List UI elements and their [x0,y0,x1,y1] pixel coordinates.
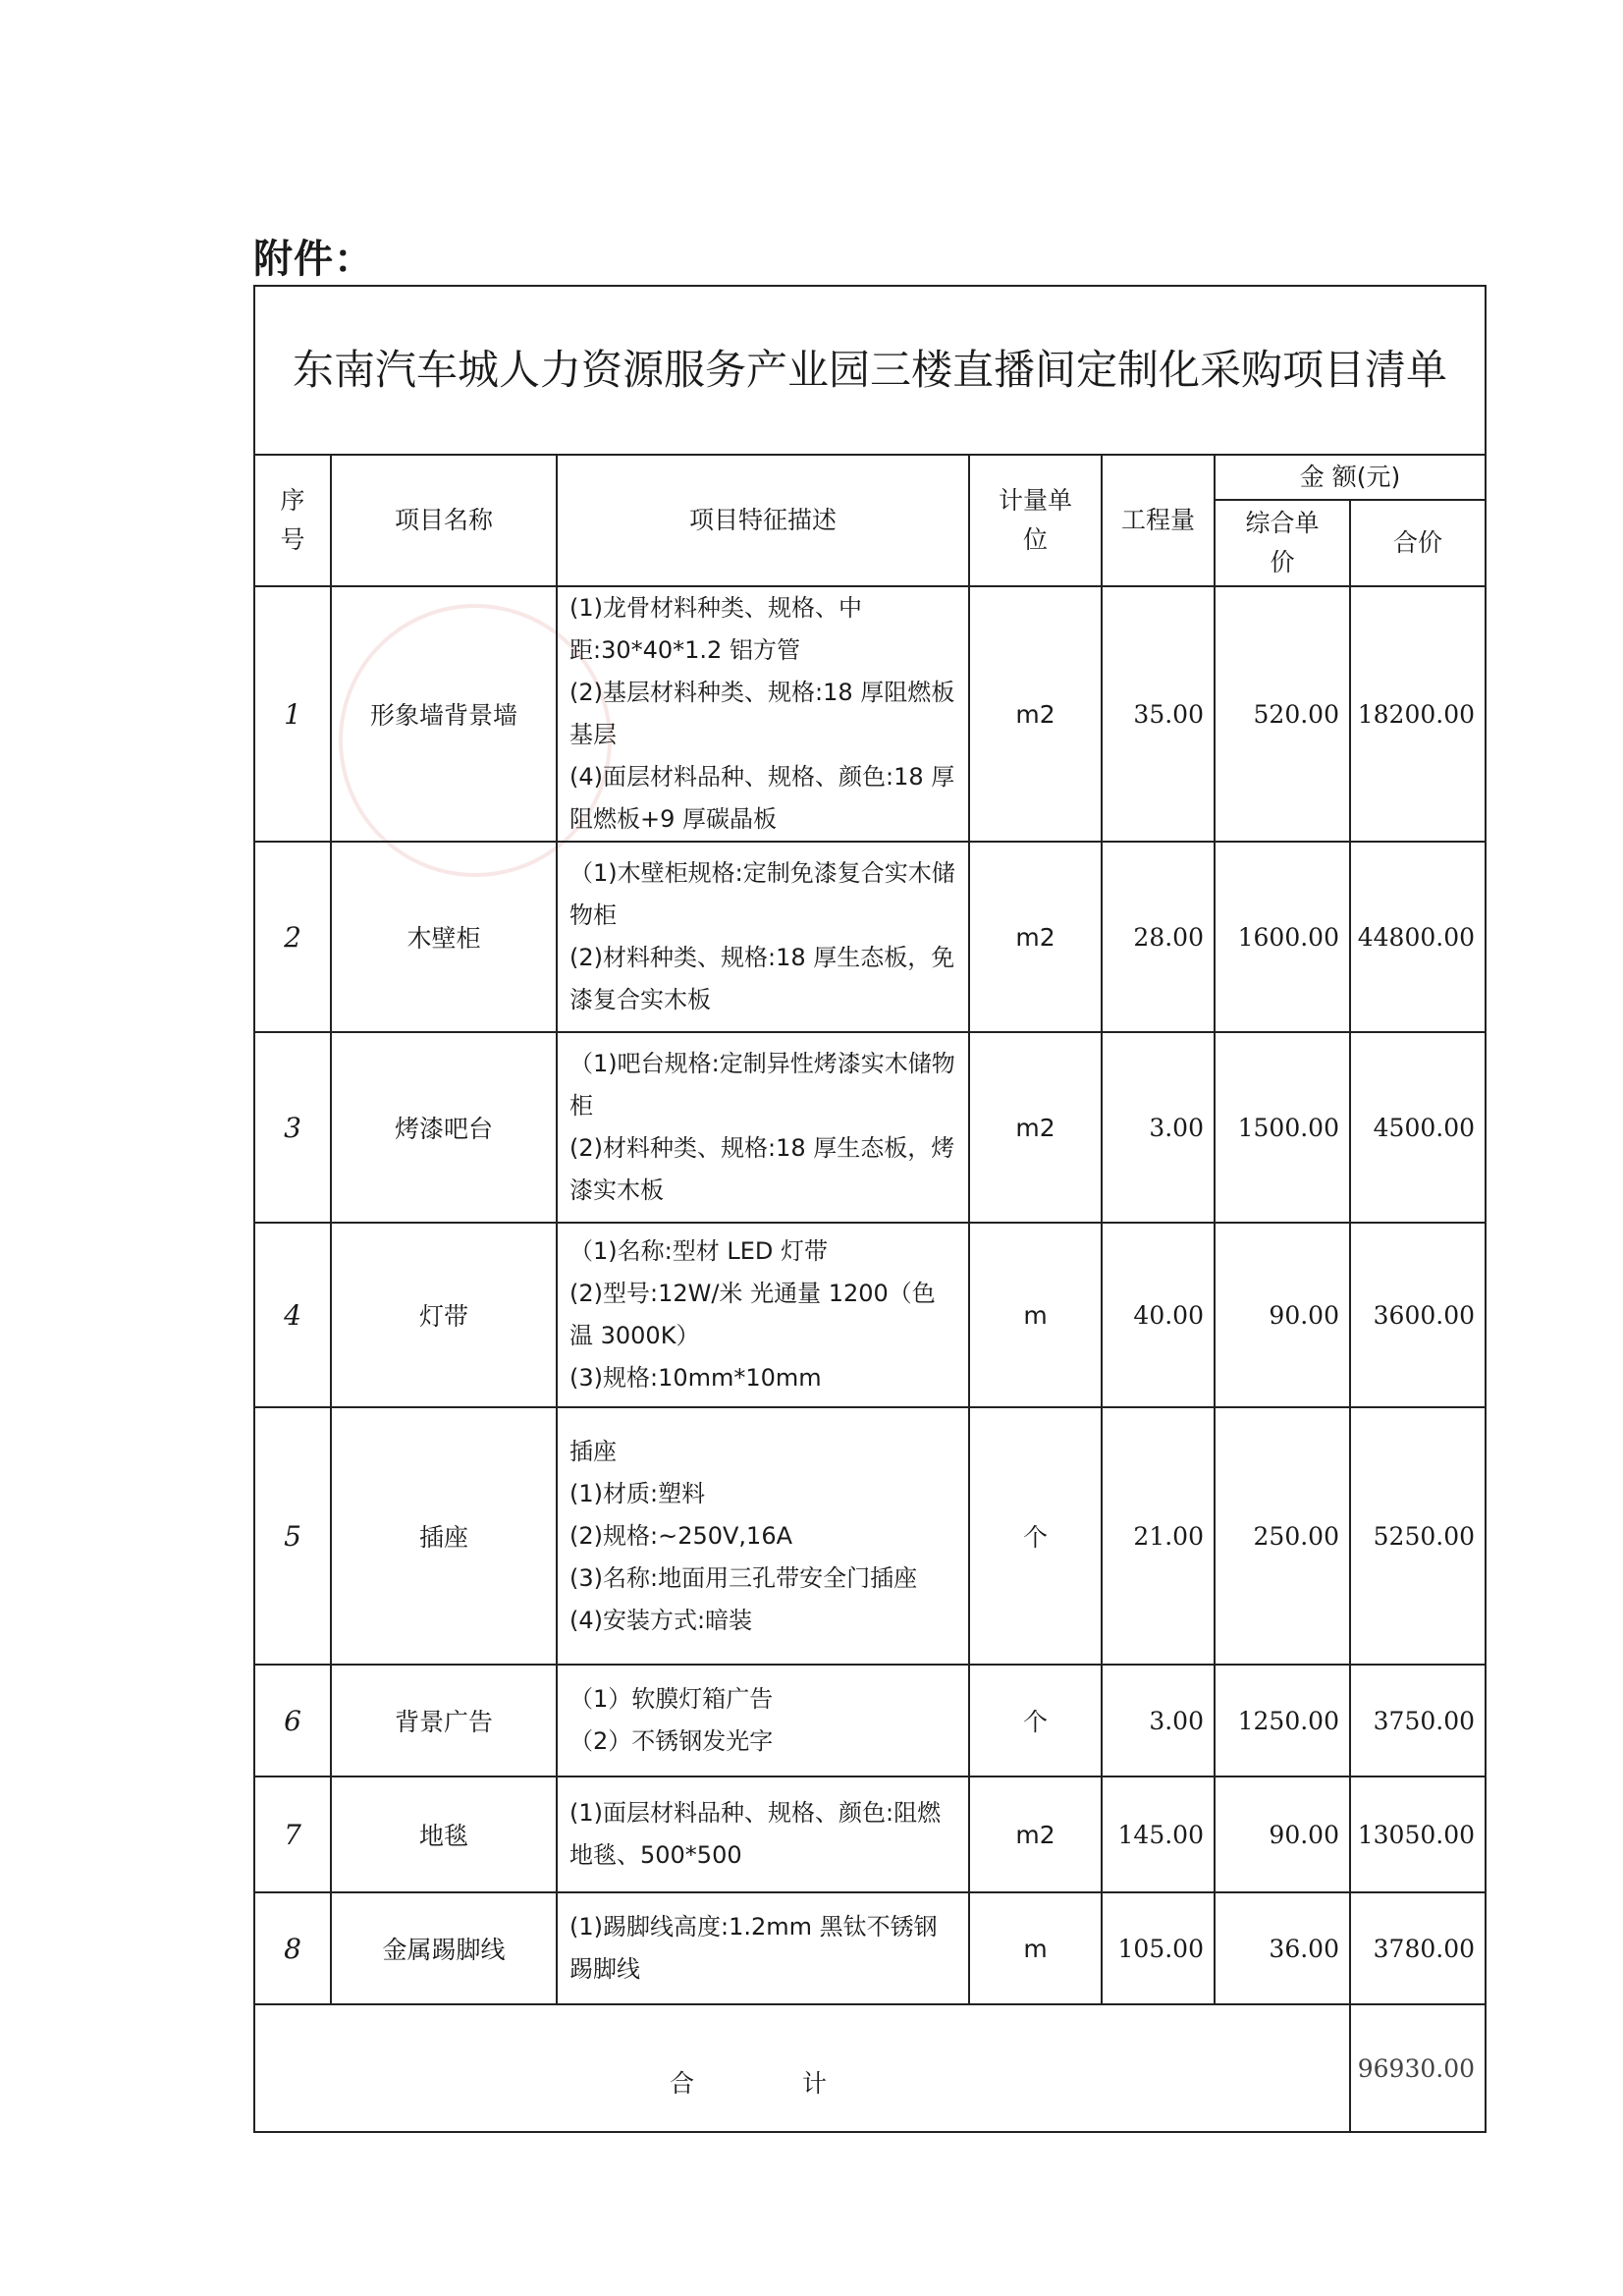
row-desc [557,1777,969,1892]
row-total: 4500.00 [1350,1032,1486,1223]
header-unit-price: 综合单价 [1215,500,1350,586]
desc-line: 插座 [569,1437,617,1465]
row-name: 背景广告 [331,1665,557,1777]
row-no: 7 [254,1777,331,1892]
total-label: 合计 [254,2004,1350,2132]
row-qty: 28.00 [1102,842,1215,1032]
table-row [254,1665,1486,1777]
row-no: 4 [254,1223,331,1407]
row-total: 13050.00 [1350,1777,1486,1892]
desc-line: (2)材料种类、规格:18 厚生态板，免漆复合实木板 [569,944,955,1013]
row-no: 8 [254,1892,331,2004]
row-unit: 个 [969,1665,1102,1777]
row-desc [557,1892,969,2004]
row-desc [557,1223,969,1407]
desc-line: (2)型号:12W/米 光通量 1200（色温 3000K） [569,1280,936,1349]
desc-line: (1)龙骨材料种类、规格、中距:30*40*1.2 铝方管 [569,594,862,664]
row-unit-price: 90.00 [1215,1223,1350,1407]
row-total: 3780.00 [1350,1892,1486,2004]
desc-line: (4)安装方式:暗装 [569,1606,753,1634]
row-name: 金属踢脚线 [331,1892,557,2004]
row-name: 形象墙背景墙 [331,586,557,842]
row-unit: m2 [969,1777,1102,1892]
row-qty: 145.00 [1102,1777,1215,1892]
row-desc [557,1665,969,1777]
table-row [254,1777,1486,1892]
header-name: 项目名称 [331,455,557,586]
row-unit: 个 [969,1407,1102,1665]
header-desc: 项目特征描述 [557,455,969,586]
row-no: 5 [254,1407,331,1665]
desc-line: (3)名称:地面用三孔带安全门插座 [569,1563,918,1592]
row-qty: 105.00 [1102,1892,1215,2004]
row-unit: m2 [969,842,1102,1032]
row-no: 3 [254,1032,331,1223]
desc-line: （1)吧台规格:定制异性烤漆实木储物柜 [569,1050,955,1120]
desc-line: （1）软膜灯箱广告 [569,1685,774,1713]
row-qty: 35.00 [1102,586,1215,842]
table-row [254,1223,1486,1407]
row-unit: m [969,1223,1102,1407]
row-unit: m2 [969,1032,1102,1223]
table-row [254,1407,1486,1665]
table-title: 东南汽车城人力资源服务产业园三楼直播间定制化采购项目清单 [254,286,1486,455]
desc-line: (1)材质:塑料 [569,1479,706,1507]
procurement-table [253,285,1487,2133]
total-row [254,2004,1486,2132]
row-qty: 3.00 [1102,1665,1215,1777]
header-no: 序号 [254,455,331,586]
row-unit-price: 90.00 [1215,1777,1350,1892]
table-row [254,1892,1486,2004]
total-value: 96930.00 [1350,2004,1486,2132]
row-desc [557,842,969,1032]
attachment-label: 附件： [253,237,374,282]
row-qty: 3.00 [1102,1032,1215,1223]
row-unit: m [969,1892,1102,2004]
row-name: 地毯 [331,1777,557,1892]
row-unit-price: 1500.00 [1215,1032,1350,1223]
row-name: 木壁柜 [331,842,557,1032]
row-name: 插座 [331,1407,557,1665]
desc-line: （2）不锈钢发光字 [569,1727,774,1755]
row-no: 6 [254,1665,331,1777]
row-qty: 40.00 [1102,1223,1215,1407]
desc-line: （1)名称:型材 LED 灯带 [569,1237,828,1265]
header-amount: 金 额(元) [1215,455,1486,500]
header-qty: 工程量 [1102,455,1215,586]
desc-line: (1)踢脚线高度:1.2mm 黑钛不锈钢踢脚线 [569,1913,938,1983]
desc-line: (2)规格:~250V,16A [569,1521,793,1550]
desc-line: (1)面层材料品种、规格、颜色:阻燃地毯、500*500 [569,1799,942,1869]
row-total: 3750.00 [1350,1665,1486,1777]
row-desc [557,586,969,842]
table-row [254,1032,1486,1223]
row-name: 灯带 [331,1223,557,1407]
row-unit-price: 1600.00 [1215,842,1350,1032]
desc-line: (2)基层材料种类、规格:18 厚阻燃板基层 [569,679,955,748]
row-total: 5250.00 [1350,1407,1486,1665]
desc-line: (3)规格:10mm*10mm [569,1364,822,1392]
desc-line: (2)材料种类、规格:18 厚生态板，烤漆实木板 [569,1134,955,1204]
table-row [254,842,1486,1032]
row-no: 1 [254,586,331,842]
table-row [254,586,1486,842]
row-name: 烤漆吧台 [331,1032,557,1223]
row-desc [557,1032,969,1223]
row-no: 2 [254,842,331,1032]
desc-line: （1)木壁柜规格:定制免漆复合实木储物柜 [569,859,955,929]
row-total: 18200.00 [1350,586,1486,842]
row-total: 44800.00 [1350,842,1486,1032]
header-total-price: 合价 [1350,500,1486,586]
row-unit-price: 250.00 [1215,1407,1350,1665]
row-unit-price: 520.00 [1215,586,1350,842]
header-unit: 计量单位 [969,455,1102,586]
row-total: 3600.00 [1350,1223,1486,1407]
row-qty: 21.00 [1102,1407,1215,1665]
row-unit-price: 1250.00 [1215,1665,1350,1777]
row-desc [557,1407,969,1665]
desc-line: (4)面层材料品种、规格、颜色:18 厚阻燃板+9 厚碳晶板 [569,763,955,833]
row-unit-price: 36.00 [1215,1892,1350,2004]
row-unit: m2 [969,586,1102,842]
